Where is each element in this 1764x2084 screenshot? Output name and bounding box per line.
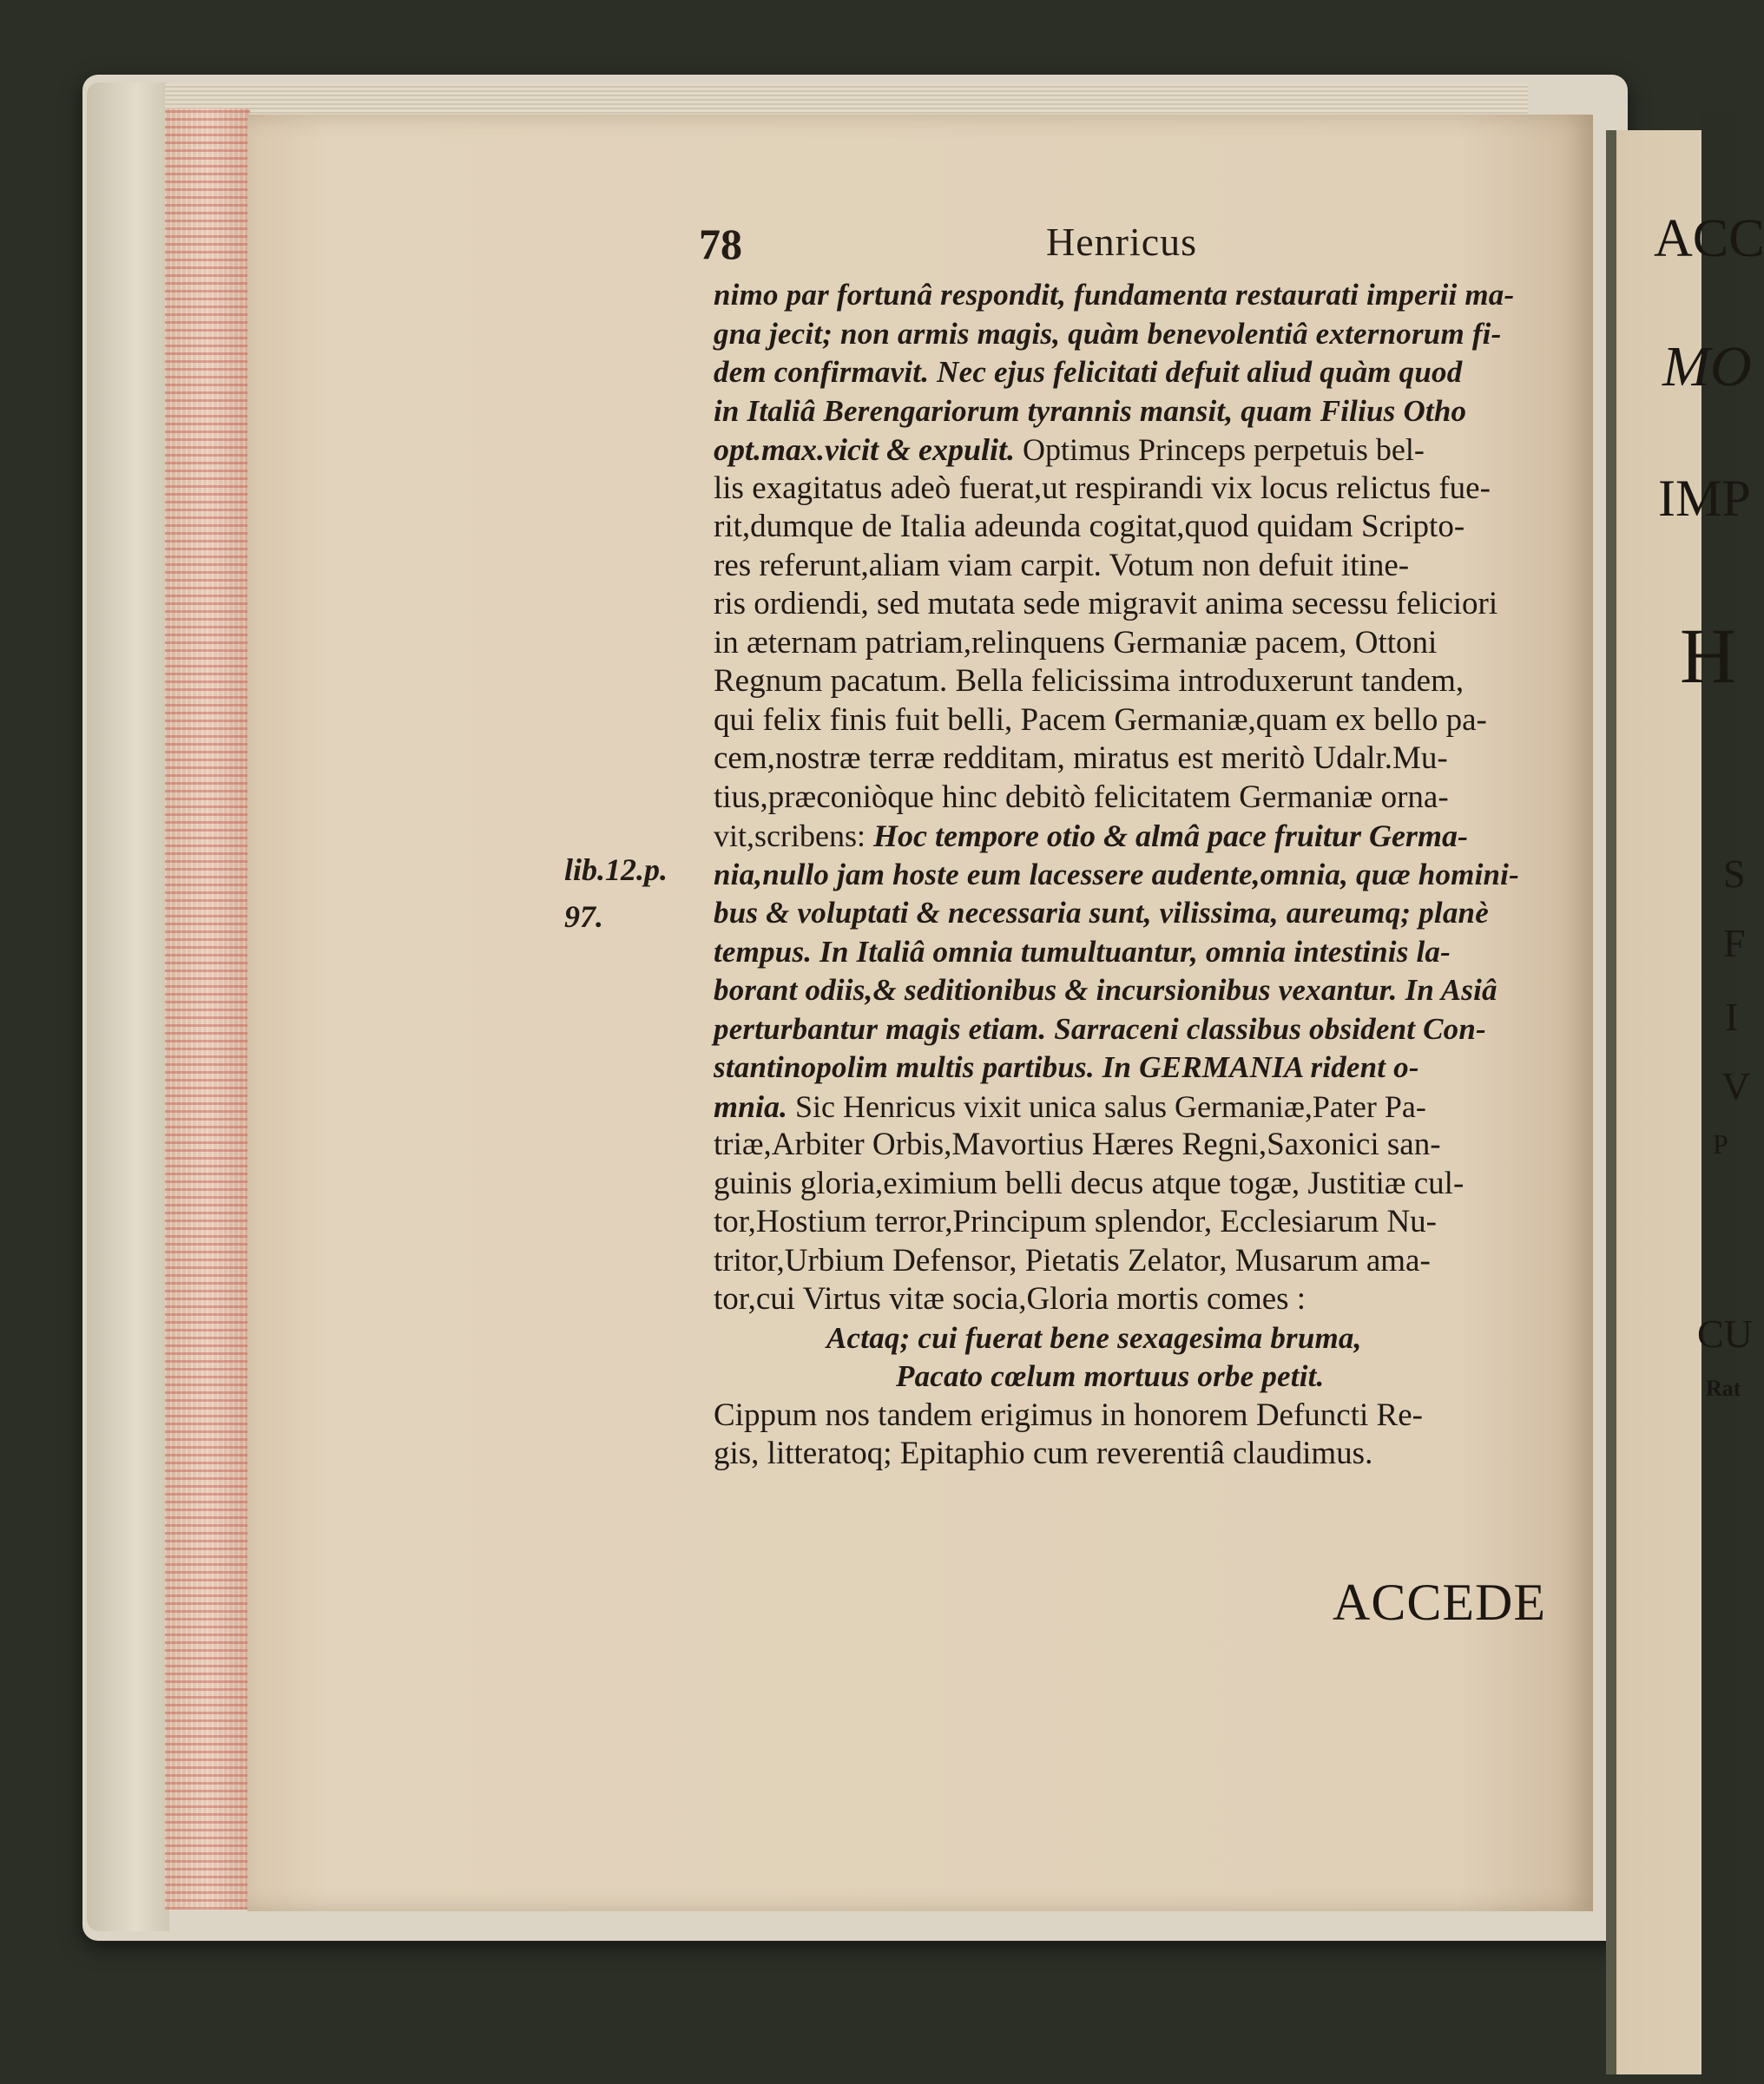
facing-fragment: V [1721, 1064, 1751, 1108]
text-line: Regnum pacatum. Bella felicissima introduxerunt tandem, [714, 663, 1465, 699]
text-line: bus & voluptati & necessaria sunt, vilissima, aureumq; planè [714, 896, 1489, 930]
text-line [714, 1088, 1564, 1127]
text-line: stantinopolim multis partibus. In GERMANIA rident o- [714, 1050, 1419, 1084]
roman-run: Optimus Princeps perpetuis bel- [1014, 432, 1425, 467]
facing-fragment: Rat [1706, 1376, 1741, 1401]
text-line: in Italiâ Berengariorum tyrannis mansit, quam Filius Otho [714, 393, 1467, 428]
italic-run: Hoc tempore otio & almâ pace fruitur Germa- [872, 818, 1468, 853]
text-line: Cippum nos tandem erigimus in honorem Defuncti Re- [714, 1397, 1423, 1433]
facing-fragment: MO [1662, 335, 1752, 398]
facing-fragment: S [1723, 851, 1746, 896]
text-line: guinis gloria,eximium belli decus atque togæ, Justitiæ cul- [714, 1165, 1465, 1201]
text-line: in æternam patriam,relinquens Germaniæ pacem, Ottoni [714, 624, 1438, 661]
margin-note-line: 97. [564, 899, 603, 934]
facing-fragment: CU [1697, 1312, 1753, 1356]
facing-fragment: F [1723, 921, 1746, 965]
text-line: nimo par fortunâ respondit, fundamenta restaurati imperii ma- [714, 278, 1515, 312]
facing-fragment: H [1680, 614, 1736, 700]
text-line: nia,nullo jam hoste eum lacessere audente,omnia, quæ homini- [714, 857, 1519, 891]
italic-run: mnia. [714, 1088, 788, 1124]
catchword: ACCEDE [1333, 1574, 1546, 1631]
roman-run: Sic Henricus vixit unica salus Germaniæ,Pater Pa- [787, 1088, 1426, 1124]
facing-fragment: ACC [1654, 209, 1764, 268]
text-line: perturbantur magis etiam. Sarraceni classibus obsident Con- [714, 1011, 1486, 1046]
text-line: lis exagitatus adeò fuerat,ut respirandi vix locus relictus fue- [714, 470, 1491, 506]
text-line: gis, litteratoq; Epitaphio cum reverentiâ claudimus. [714, 1436, 1373, 1471]
text-line: res referunt,aliam viam carpit. Votum non defuit itine- [714, 547, 1410, 583]
page-number: 78 [699, 220, 742, 268]
running-head: Henricus [1046, 220, 1198, 264]
text-line: borant odiis,& seditionibus & incursionibus vexantur. In Asiâ [714, 973, 1497, 1007]
facing-fragment: IMP [1658, 470, 1751, 527]
text-line [714, 431, 1564, 470]
facing-fragment: I [1725, 995, 1739, 1039]
facing-fragment: P [1713, 1128, 1728, 1160]
text-line: tempus. In Italiâ omnia tumultuantur, omnia intestinis la- [714, 934, 1451, 969]
body-text [714, 276, 1564, 1474]
red-sprinkled-page-edge [165, 108, 250, 1910]
text-line: tor,cui Virtus vitæ socia,Gloria mortis comes : [714, 1281, 1307, 1317]
text-line: ris ordiendi, sed mutata sede migravit anima secessu feliciori [714, 586, 1498, 621]
text-line: qui felix finis fuit belli, Pacem Germaniæ,quam ex bello pa- [714, 701, 1487, 738]
text-line: cem,nostræ terræ redditam, miratus est meritò Udalr.Mu- [714, 740, 1448, 776]
text-line: Pacato cœlum mortuus orbe petit. [896, 1359, 1325, 1393]
text-line: Actaq; cui fuerat bene sexagesima bruma, [826, 1320, 1362, 1355]
italic-run: opt.max.vicit & expulit. [714, 432, 1015, 467]
page-block-top [165, 83, 1528, 118]
text-line: tor,Hostium terror,Principum splendor, Ecclesiarum Nu- [714, 1204, 1438, 1239]
margin-note [564, 846, 668, 940]
cover-spine-edge [87, 82, 169, 1931]
text-line: rit,dumque de Italia adeunda cogitat,quod quidam Scripto- [714, 509, 1465, 544]
text-line: tritor,Urbium Defensor, Pietatis Zelator, Musarum ama- [714, 1242, 1431, 1279]
page-header [699, 219, 1558, 279]
text-line: triæ,Arbiter Orbis,Mavortius Hæres Regni,Saxonici san- [714, 1127, 1441, 1162]
text-line: tius,præconiòque hinc debitò felicitatem Germaniæ orna- [714, 779, 1449, 815]
text-line [714, 817, 1564, 856]
text-line: gna jecit; non armis magis, quàm benevolentiâ externorum fi- [714, 316, 1502, 351]
roman-run: vit,scribens: [714, 818, 873, 853]
margin-note-line: lib.12.p. [564, 852, 668, 887]
text-line: dem confirmavit. Nec ejus felicitati defuit aliud quàm quod [714, 355, 1463, 389]
